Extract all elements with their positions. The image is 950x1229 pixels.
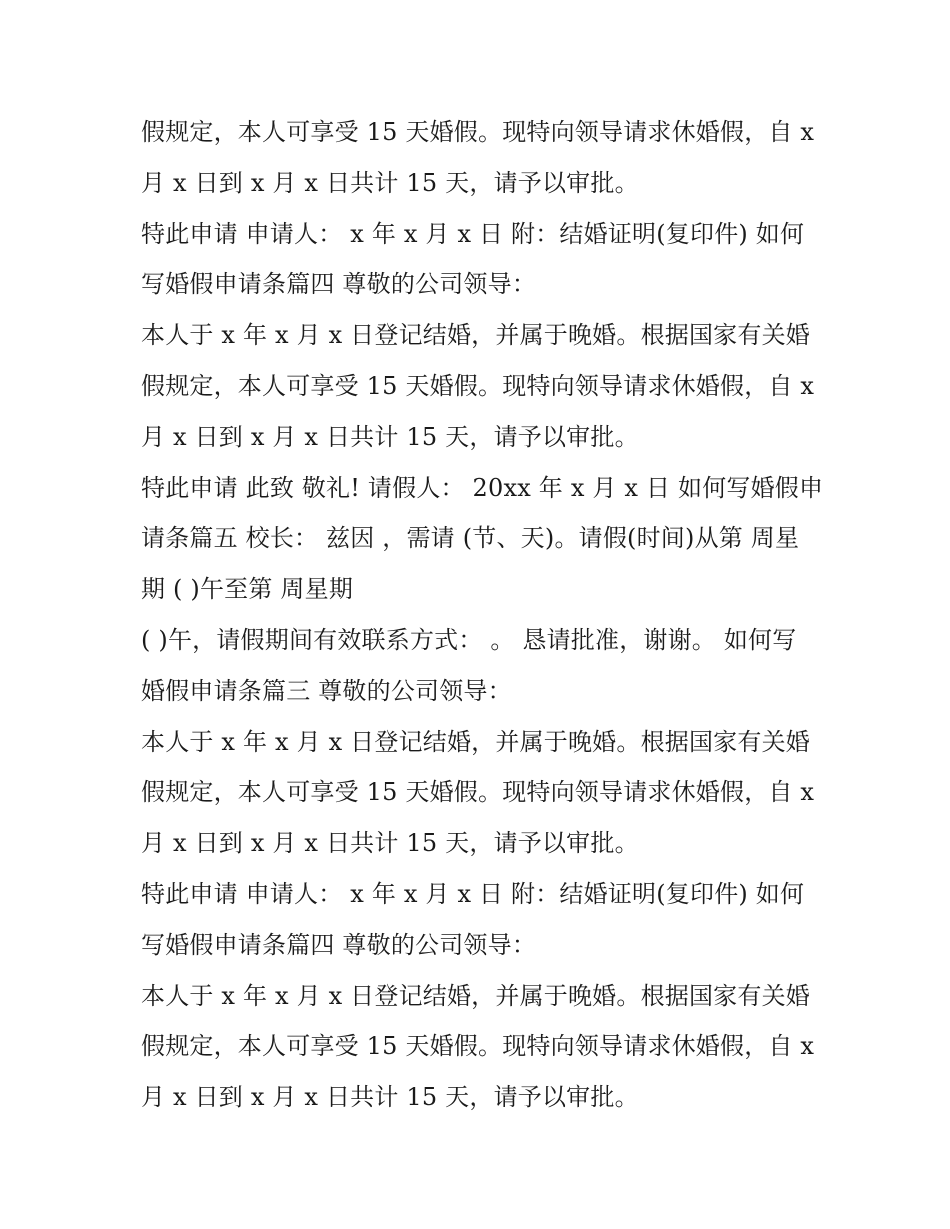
text-line: 写婚假申请条篇四 尊敬的公司领导： [141,270,537,299]
text-line: 特此申请 申请人： x 年 x 月 x 日 附：结婚证明(复印件) 如何 [141,879,805,908]
text-line: 假规定，本人可享受 15 天婚假。现特向领导请求休婚假，自 x [141,778,815,807]
text-line: 本人于 x 年 x 月 x 日登记结婚，并属于晚婚。根据国家有关婚 [141,981,810,1010]
text-line: 假规定，本人可享受 15 天婚假。现特向领导请求休婚假，自 x [141,118,815,146]
text-line: 婚假申请条篇三 尊敬的公司领导： [141,676,512,705]
text-line: 本人于 x 年 x 月 x 日登记结婚，并属于晚婚。根据国家有关婚 [141,321,810,350]
text-line: 特此申请 申请人： x 年 x 月 x 日 附：结婚证明(复印件) 如何 [141,219,805,248]
text-line: ( )午，请假期间有效联系方式： 。 恳请批准，谢谢。 如何写 [141,625,797,654]
text-line: 月 x 日到 x 月 x 日共计 15 天，请予以审批。 [141,168,639,197]
text-line: 月 x 日到 x 月 x 日共计 15 天，请予以审批。 [141,1083,639,1112]
document-body [141,107,824,1123]
text-line: 写婚假申请条篇四 尊敬的公司领导： [141,930,537,959]
text-line: 月 x 日到 x 月 x 日共计 15 天，请予以审批。 [141,829,639,858]
text-line: 月 x 日到 x 月 x 日共计 15 天，请予以审批。 [141,422,639,451]
text-line: 本人于 x 年 x 月 x 日登记结婚，并属于晚婚。根据国家有关婚 [141,727,810,756]
text-line: 假规定，本人可享受 15 天婚假。现特向领导请求休婚假，自 x [141,1032,815,1061]
text-line: 特此申请 此致 敬礼! 请假人： 20xx 年 x 月 x 日 如何写婚假申 [141,473,824,502]
text-line: 期 ( )午至第 周星期 [141,575,354,604]
text-line: 请条篇五 校长： 兹因 ，需请 (节、天)。请假(时间)从第 周星 [141,524,800,553]
text-line: 假规定，本人可享受 15 天婚假。现特向领导请求休婚假，自 x [141,371,815,400]
